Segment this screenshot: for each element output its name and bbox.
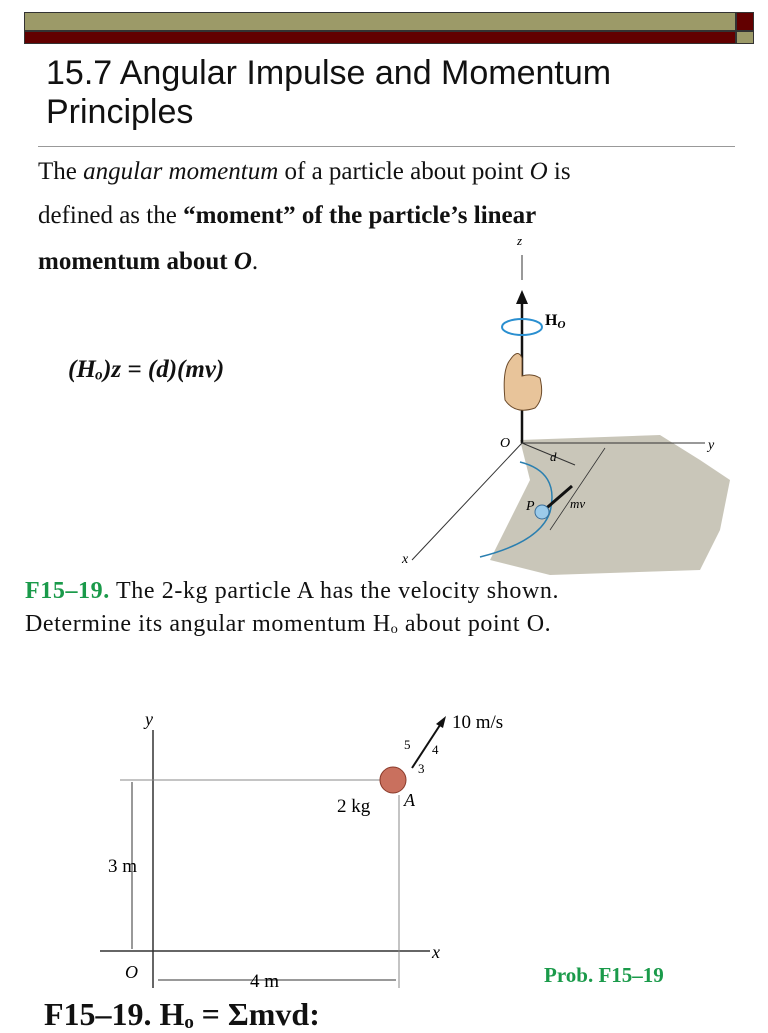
z-label: z: [517, 233, 523, 248]
angular-momentum-figure: [400, 230, 730, 575]
mass-label: 2 kg: [337, 796, 371, 817]
ho-arrowhead: [516, 290, 528, 304]
mv-label: mv: [570, 496, 586, 511]
Hsub-label: O: [557, 319, 566, 331]
y-label: y: [145, 709, 153, 729]
header-square-red: [736, 12, 754, 31]
particle-a: [380, 767, 406, 793]
O-label: O: [125, 962, 138, 982]
dy-label: 3 m: [108, 856, 138, 877]
header-band-red: [24, 31, 736, 44]
title-line-1: 15.7 Angular Impulse and Momentum: [46, 54, 612, 92]
intro-line-3: momentum about O.: [38, 248, 259, 275]
dx-label: 4 m: [250, 971, 280, 992]
n5-label: 5: [404, 737, 411, 752]
caption-label: Prob. F15–19: [544, 963, 664, 987]
particle-p: [535, 505, 549, 519]
speed-label: 10 m/s: [452, 712, 504, 733]
x-label: x: [432, 942, 440, 962]
n4-label: 4: [432, 742, 439, 757]
d-label: d: [550, 449, 557, 464]
p-label: P: [526, 499, 535, 514]
intro-line-2: defined as the “moment” of the particle’s linear: [38, 202, 537, 229]
problem-line-1: F15–19. The 2-kg particle A has the velocity shown.: [25, 578, 560, 604]
solution-heading: F15–19. Hₒ = Σmvd:: [44, 996, 320, 1032]
problem-figure: [0, 700, 768, 1000]
A-label: A: [404, 790, 415, 810]
title-line-2: Principles: [46, 93, 194, 131]
n3-label: 3: [418, 761, 425, 776]
title-divider: [38, 146, 735, 147]
o-label: O: [500, 436, 511, 451]
header-band-olive: [24, 12, 736, 31]
H-label: H: [545, 312, 558, 329]
ho-label: [545, 312, 565, 331]
header-square-olive: [736, 31, 754, 44]
slide-title: [46, 54, 726, 132]
problem-line-2: Determine its angular momentum Hₒ about point O.: [25, 611, 552, 637]
angular-momentum-equation: (Hₒ)z = (d)(mv): [68, 356, 225, 383]
velocity-arrowhead: [436, 716, 446, 728]
intro-line-1: The angular momentum of a particle about point O is: [38, 158, 571, 185]
y-label: y: [708, 438, 715, 453]
x-label: x: [402, 552, 409, 567]
